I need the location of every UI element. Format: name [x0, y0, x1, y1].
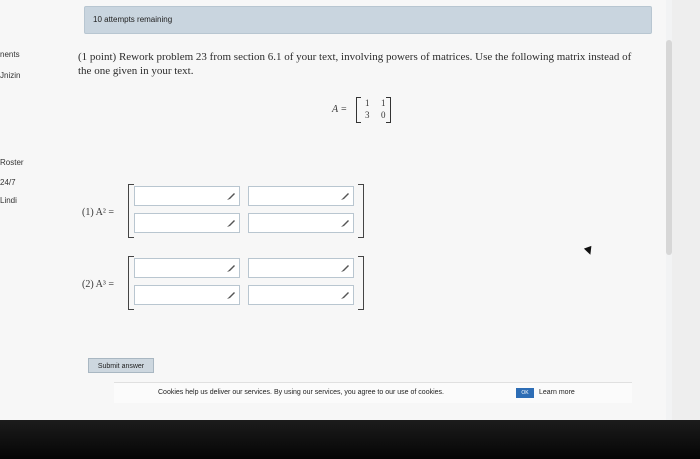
cookie-ok-button[interactable]: OK — [516, 388, 534, 398]
pencil-icon[interactable] — [226, 263, 236, 273]
answer-input-2-22[interactable] — [248, 285, 354, 305]
sidebar-item-name[interactable]: Lindi — [0, 196, 17, 205]
matrix-a-cell: 0 — [381, 110, 386, 120]
matrix-a-cell: 1 — [365, 98, 370, 108]
left-sidebar — [0, 0, 45, 420]
answer-input-2-11[interactable] — [134, 258, 240, 278]
learn-more-link[interactable]: Learn more — [539, 389, 575, 396]
part2-label: (2) A³ = — [82, 279, 114, 290]
sidebar-item-user[interactable]: Jnizin — [0, 71, 21, 80]
answer-input-2-21[interactable] — [134, 285, 240, 305]
submit-answer-button[interactable]: Submit answer — [88, 358, 154, 373]
pencil-icon[interactable] — [340, 290, 350, 300]
screen-bezel — [0, 420, 700, 459]
cookie-banner — [114, 382, 632, 403]
pencil-icon[interactable] — [340, 218, 350, 228]
sidebar-item-support[interactable]: 24/7 — [0, 178, 16, 187]
matrix-a-cell: 3 — [365, 110, 370, 120]
answer-input-1-21[interactable] — [134, 213, 240, 233]
answer-input-1-11[interactable] — [134, 186, 240, 206]
sidebar-item-roster[interactable]: Roster — [0, 158, 24, 167]
pencil-icon[interactable] — [340, 263, 350, 273]
pencil-icon[interactable] — [226, 191, 236, 201]
sidebar-item-assignments[interactable]: nents — [0, 50, 20, 59]
pencil-icon[interactable] — [226, 290, 236, 300]
problem-statement: (1 point) Rework problem 23 from section 6.1 of your text, involving powers of matrices. Use the following matrix instead of the one given in your text. — [78, 51, 632, 77]
answer-input-2-12[interactable] — [248, 258, 354, 278]
matrix-a-right-bracket — [386, 97, 391, 123]
matrix-a-label: A = — [332, 104, 348, 115]
pencil-icon[interactable] — [340, 191, 350, 201]
part1-right-bracket — [358, 184, 364, 238]
matrix-a-left-bracket — [356, 97, 361, 123]
attempts-remaining: 10 attempts remaining — [93, 15, 173, 24]
answer-input-1-22[interactable] — [248, 213, 354, 233]
part2-right-bracket — [358, 256, 364, 310]
right-margin — [672, 0, 700, 420]
attempts-banner — [84, 6, 652, 34]
problem-panel — [44, 0, 666, 420]
pencil-icon[interactable] — [226, 218, 236, 228]
cookie-message: Cookies help us deliver our services. By using our services, you agree to our use of cookies. — [158, 389, 444, 396]
matrix-a-cell: 1 — [381, 98, 386, 108]
part1-label: (1) A² = — [82, 207, 114, 218]
answer-input-1-12[interactable] — [248, 186, 354, 206]
